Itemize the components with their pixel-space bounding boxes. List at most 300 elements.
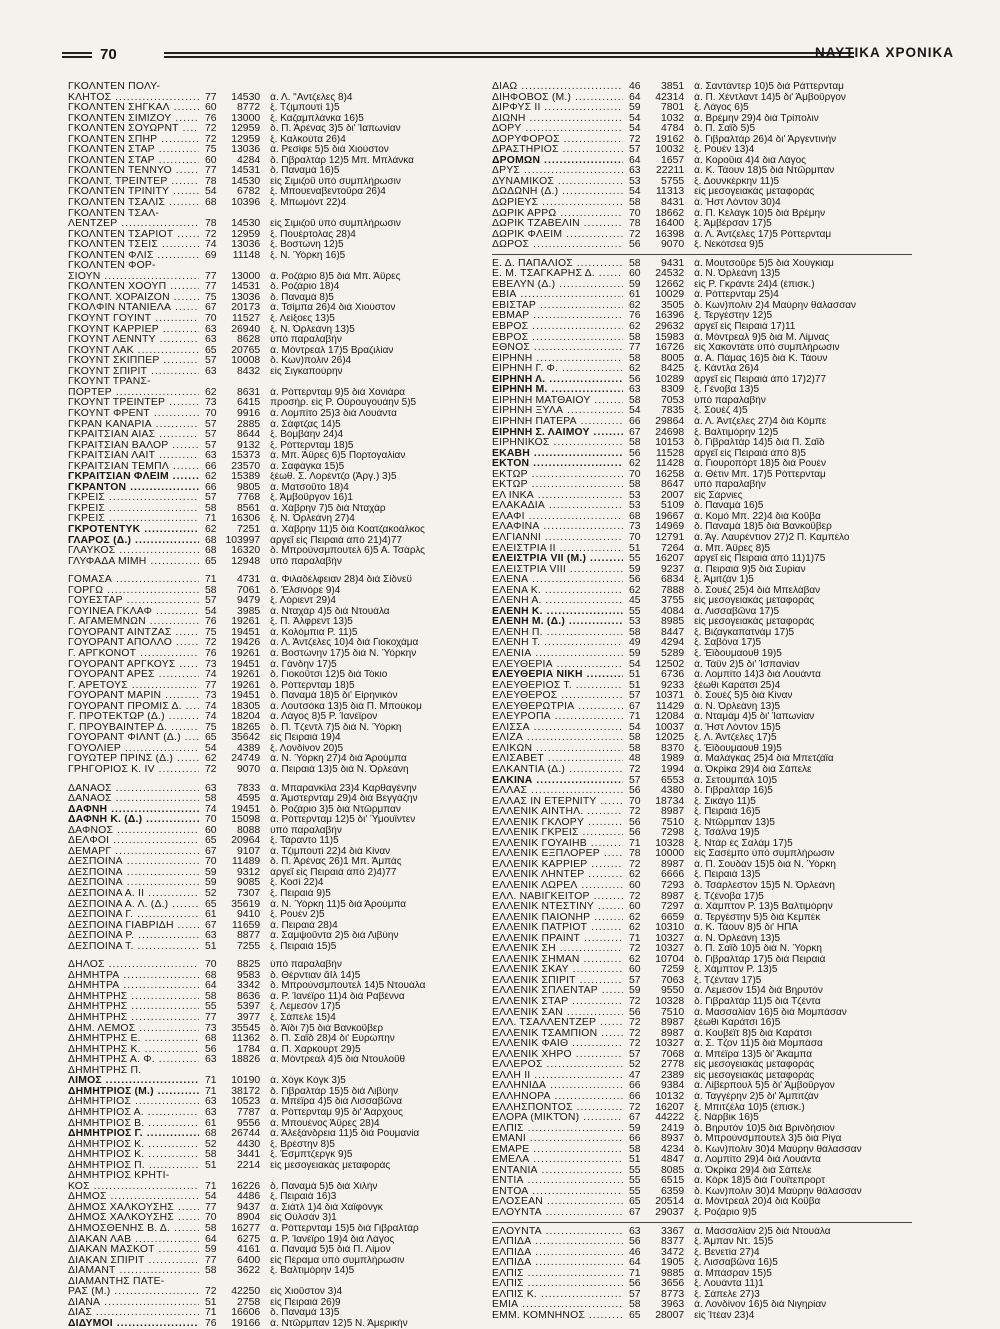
ship-entry xyxy=(68,638,498,649)
tonnage: 22211 xyxy=(656,165,685,177)
voyage-status: ά. Πειραιά 9)5 διά Συρίαν xyxy=(694,564,806,575)
build-year: 54 xyxy=(205,605,217,617)
ship-entry xyxy=(68,293,498,304)
ship-entry xyxy=(492,406,922,417)
ship-entry xyxy=(492,198,922,209)
voyage-status: ά. Ρόττερνταμ 9)5 διά Χονιάρα xyxy=(270,387,406,398)
ship-entry xyxy=(68,1108,498,1119)
voyage-status: ά. Μαλάγκας 25)4 διά Μπετζάϊα xyxy=(694,754,834,765)
build-year: 55 xyxy=(629,1185,641,1197)
voyage-status: ά. Σ. Τζον 11)5 διά Μομπάσα xyxy=(694,1039,823,1050)
ship-entry xyxy=(68,681,498,692)
ship-name: ΓΚΟΥΝΤ ΚΑΡΡΙΕΡ ..... xyxy=(68,325,199,336)
ship-entry xyxy=(68,1235,498,1246)
ship-entry xyxy=(492,522,922,533)
ship-name: ΕΛΠΙΔΑ ..... xyxy=(492,1237,623,1248)
build-year: 63 xyxy=(205,365,217,377)
build-year: 72 xyxy=(205,228,217,240)
tonnage: 4430 xyxy=(237,1138,261,1150)
ship-entry xyxy=(492,586,922,597)
build-year: 58 xyxy=(205,793,217,805)
ship-name: ΕΘΝΟΣ ..... xyxy=(492,343,623,354)
voyage-status: ξέωθ. Σ. Λορέντζο (Άργ.) 3)5 xyxy=(270,472,397,483)
build-year: 60 xyxy=(205,102,217,114)
ship-entry xyxy=(68,1256,498,1267)
voyage-status: ά. Ματσοῦτο 18)4 xyxy=(270,482,349,493)
tonnage: 23570 xyxy=(231,460,261,472)
ship-entry xyxy=(68,1150,498,1161)
ship-name: ΔΗΜΗΤΡΙΟΣ ..... xyxy=(68,1097,199,1108)
ship-name: ΔΗΜΗΤΡΙΟΣ ΚΡΗΤΙ- xyxy=(68,1171,170,1182)
build-year: 62 xyxy=(205,523,217,535)
ship-entry xyxy=(492,135,922,146)
tonnage: 13000 xyxy=(231,112,261,124)
tonnage: 12959 xyxy=(231,228,261,240)
ship-name: ΕΛΛΕΝΙΚ ΛΩΡΕΛ ..... xyxy=(492,881,623,892)
build-year: 77 xyxy=(205,165,217,177)
ship-entry xyxy=(68,1140,498,1151)
ship-name: ΕΛΙΖΑ ..... xyxy=(492,733,623,744)
ship-name: ΕΛΙΣΣΑ ..... xyxy=(492,723,623,734)
voyage-status: δ. Π. Άρένας 26)1 Μπ. Άμπάς xyxy=(270,857,402,868)
build-year: 49 xyxy=(629,637,641,649)
ship-entry xyxy=(68,388,498,399)
ship-entry xyxy=(492,807,922,818)
tonnage: 12948 xyxy=(231,555,261,567)
tonnage: 10371 xyxy=(655,690,685,702)
build-year: 64 xyxy=(205,1233,217,1245)
voyage-status: είς Σασέμπο ὑπό συμπλήρωσιν xyxy=(694,849,835,860)
voyage-status: είς Σιγκαπούρην xyxy=(270,366,343,377)
tonnage: 9479 xyxy=(237,595,261,607)
voyage-status: ά. Άμστερνταμ 29)4 διά Βεγγάζην xyxy=(270,794,418,805)
ship-name: ΕΛ ΙΝΚΑ ..... xyxy=(492,491,623,502)
voyage-status: είς Σάρνιες xyxy=(694,490,743,501)
voyage-status: δ. Γιοκοῦτσι 12)5 διά Τόκιο xyxy=(270,670,388,681)
ship-name: ΓΟΥΟΡΑΝΤ ΦΙΛΝΤ (Δ.) ..... xyxy=(68,733,199,744)
tonnage: 7888 xyxy=(661,584,685,596)
voyage-status: ξ. Πειραιά 16)5 xyxy=(694,807,761,818)
ship-entry xyxy=(492,219,922,230)
build-year: 58 xyxy=(629,732,641,744)
voyage-status: ξ. Νεκότσεα 9)5 xyxy=(694,240,764,251)
build-year: 71 xyxy=(205,1307,217,1319)
ship-name: ΔΗΜΗΤΡΗΣ Κ. ..... xyxy=(68,1045,199,1056)
voyage-status: ά. Λ. Άντζελες 27)4 διά Κόμπε xyxy=(694,416,827,427)
ship-name: ΕΛΛΗ ΙΙ ..... xyxy=(492,1071,623,1082)
ship-name: ΔΩΔΩΝΗ (Δ.) ..... xyxy=(492,187,623,198)
ship-name: ΕΛΟΥΝΤΑ ..... xyxy=(492,1227,623,1238)
header-rule xyxy=(62,52,92,54)
build-year: 66 xyxy=(629,415,641,427)
build-year: 70 xyxy=(205,959,217,971)
voyage-status: ά. Ρόττερνταμ 9)5 δι' Άαρχους xyxy=(270,1107,403,1118)
build-year: 57 xyxy=(205,492,217,504)
build-year: 63 xyxy=(205,1054,217,1066)
ship-entry xyxy=(492,617,922,628)
ship-entry xyxy=(492,849,922,860)
tonnage: 2758 xyxy=(237,1296,261,1308)
ship-entry xyxy=(492,177,922,188)
ship-entry xyxy=(68,303,498,314)
ship-entry xyxy=(68,1129,498,1140)
ship-name: ΓΚΟΛΝΤΕΝ ΤΣΕΪΣ ..... xyxy=(68,240,199,251)
ship-name: ΕΛΛΕΝΙΚ ΣΗΜΑΝ ..... xyxy=(492,955,623,966)
voyage-status: ἀργεῖ είς Πειραιά ἀπό 21)4)77 xyxy=(270,535,403,546)
ship-entry xyxy=(492,944,922,955)
ship-entry xyxy=(492,544,922,555)
ship-name: ΔΕΣΠΟΙΝΑ Α. Λ. (Δ.) ..... xyxy=(68,900,199,911)
build-year: 65 xyxy=(205,835,217,847)
ship-entry xyxy=(68,272,498,283)
tonnage: 16207 xyxy=(655,1101,685,1113)
ship-entry xyxy=(68,670,498,681)
ship-name: ΔΗΜΗΤΡΑ ..... xyxy=(68,981,199,992)
voyage-status: ά. Ρ. Ίανέϊρο 19)4 διά Λάγος xyxy=(270,1234,395,1245)
build-year: 72 xyxy=(629,858,641,870)
build-year: 48 xyxy=(629,753,641,765)
ship-name: ΓΚΡΑΪΤΣΙΑΝ ΒΑΛΟΡ ..... xyxy=(68,441,199,452)
ship-name: ΕΛΚΑΝΤΙΑ (Δ.) ..... xyxy=(492,765,623,776)
voyage-status: δ. Παναμά 18)5 διά Βανκοῦβερ xyxy=(694,522,832,533)
ship-name: ΓΚΟΛΝΤΕΝ ΤΡΙΝΙΤΥ ..... xyxy=(68,187,199,198)
voyage-status: ά. Σάφτζας 14)5 xyxy=(270,419,341,430)
voyage-status: ά. Ήστ Λόντον 15)5 xyxy=(694,722,781,733)
voyage-status: ξ. Λάγος 6)5 xyxy=(694,103,749,114)
ship-name: ΣΙΟΥΝ ..... xyxy=(68,272,199,283)
ship-name: ΕΛΛΕΝΙΚ ΓΚΛΟΡΥ ..... xyxy=(492,818,623,829)
build-year: 56 xyxy=(629,1278,641,1290)
build-year: 54 xyxy=(629,123,641,135)
voyage-status: ξ. Ρουέν 2)5 xyxy=(270,910,325,921)
tonnage: 16398 xyxy=(655,228,685,240)
build-year: 72 xyxy=(205,764,217,775)
ship-entry xyxy=(492,114,922,125)
ship-entry xyxy=(68,660,498,671)
voyage-status: ά. Μόντρεαλ 4)5 διά Ντουλοῦθ xyxy=(270,1055,406,1066)
build-year: 62 xyxy=(629,953,641,965)
ship-name: ΓΟΥΟΡΑΝΤ ΠΡΟΜΙΣ Δ. ..... xyxy=(68,702,199,713)
tonnage xyxy=(217,82,261,93)
voyage-status: ά. Ν. Όρλεάνη 13)5 xyxy=(694,269,781,280)
tonnage: 16400 xyxy=(655,218,685,230)
build-year: 74 xyxy=(205,803,217,815)
voyage-status: ά. Λεμεσόν 15)4 διά Βηρυτόν xyxy=(694,986,823,997)
tonnage: 11313 xyxy=(656,186,685,198)
build-year: 68 xyxy=(205,1128,217,1140)
ship-entry xyxy=(492,628,922,639)
ship-entry xyxy=(492,491,922,502)
ship-name: ΕΛΙΚΩΝ ..... xyxy=(492,744,623,755)
ship-entry xyxy=(68,971,498,982)
build-year: 54 xyxy=(205,1191,217,1203)
build-year: 65 xyxy=(629,1309,641,1321)
voyage-status: ά. Θέτιν Μπ. 17)5 Ρόττερνταμ xyxy=(694,469,826,480)
ship-entry xyxy=(68,325,498,336)
ship-entry xyxy=(68,536,498,547)
build-year: 72 xyxy=(205,637,217,649)
build-year: 62 xyxy=(205,471,217,483)
build-year: 62 xyxy=(629,321,641,333)
voyage-status: ξ. Πουέρτολας 28)4 xyxy=(270,229,356,240)
ship-entry xyxy=(68,628,498,639)
ship-name: ΔΑΦΝΗ ..... xyxy=(68,805,199,816)
ship-name: Γ. ΠΡΟΥΒΑΪΝΤΕΡ Δ. ..... xyxy=(68,723,199,734)
tonnage: 7251 xyxy=(237,523,261,535)
ship-name: ΕΛΠΙΣ ..... xyxy=(492,1279,623,1290)
voyage-status: είς μεσογειακάς μεταφοράς xyxy=(694,187,815,198)
voyage-status: ά. Μπάσραν 15)5 xyxy=(694,1268,772,1279)
tonnage: 19261 xyxy=(231,669,261,681)
ship-name: ΕΒΙΣΤΑΡ ..... xyxy=(492,301,623,312)
ship-name: ΕΚΤΟΝ ..... xyxy=(492,459,623,470)
ship-name: ΕΛΛΗΝΟΡΑ ..... xyxy=(492,1092,623,1103)
build-year: 58 xyxy=(205,990,217,1002)
ship-entry xyxy=(68,857,498,868)
voyage-status: ἀργεῖ είς Πειραιά ἀπό 8)5 xyxy=(694,448,806,459)
tonnage: 7298 xyxy=(661,827,685,839)
build-year: 72 xyxy=(629,1101,641,1113)
voyage-status: ά. Μόντρεαλ 20)4 διά Κοῦβα xyxy=(694,1197,821,1208)
build-year: 56 xyxy=(629,574,641,586)
ship-name: ΓΚΟΛΦΙΝ ΝΤΑΝΙΕΛΑ ..... xyxy=(68,303,199,314)
tonnage: 103997 xyxy=(225,534,261,546)
ship-entry xyxy=(68,733,498,744)
voyage-status: δ. Άϊδι 7)5 διά Βανκοῦβερ xyxy=(270,1023,384,1034)
build-year: 70 xyxy=(629,795,641,807)
voyage-status: ά. Μασσαλίαν 16)5 διά Μομπάσαν xyxy=(694,1007,847,1018)
tonnage: 16226 xyxy=(231,1180,261,1192)
ship-name: ΔΡΟΜΩΝ ..... xyxy=(492,156,623,167)
voyage-status: ά. Λουτσόκα 13)5 διά Π. Μπούκομ xyxy=(270,701,422,712)
tonnage: 9410 xyxy=(237,909,261,921)
ship-entry xyxy=(68,1266,498,1277)
voyage-status: ά. Π. Χαρκουρτ 29)5 xyxy=(270,1044,361,1055)
build-year: 53 xyxy=(629,175,641,187)
build-year: 76 xyxy=(205,1317,217,1329)
ship-name: ΔΗΛΟΣ ..... xyxy=(68,960,199,971)
build-year: 63 xyxy=(629,384,641,396)
voyage-status: ξ. Μπουεναβεντοῦρα 26)4 xyxy=(270,187,386,198)
build-year: 71 xyxy=(205,574,217,586)
build-year: 71 xyxy=(205,1085,217,1097)
voyage-status: ξ. Βρέστην 8)5 xyxy=(270,1139,335,1150)
tonnage: 2214 xyxy=(237,1159,261,1171)
voyage-status: δ. Τσάρλεστον 15)5 Ν. Όρλεάνη xyxy=(694,881,835,892)
ship-entry xyxy=(492,681,922,692)
ship-entry xyxy=(68,1013,498,1024)
ship-entry xyxy=(492,124,922,135)
ship-name: ΓΚΟΥΝΤ ΛΑΚ ..... xyxy=(68,346,199,357)
tonnage: 3505 xyxy=(661,299,685,311)
ship-name: ΔΕΣΠΟΙΝΑ Α. ΙΙ ..... xyxy=(68,889,199,900)
tonnage: 19166 xyxy=(231,1317,261,1329)
tonnage: 8987 xyxy=(661,890,685,902)
build-year: 78 xyxy=(629,848,641,860)
ship-entry xyxy=(68,649,498,660)
tonnage: 6553 xyxy=(661,774,685,786)
voyage-status xyxy=(260,261,498,272)
build-year: 58 xyxy=(629,352,641,364)
ship-entry xyxy=(68,878,498,889)
ship-entry xyxy=(492,1145,922,1156)
tonnage: 6275 xyxy=(237,1233,261,1245)
voyage-status: ξ. Κοσί 22)4 xyxy=(270,878,324,889)
voyage-status: ά. Μπ. Άϋρες 6)5 Πορτογαλίαν xyxy=(270,451,406,462)
right-column xyxy=(492,82,922,1321)
ship-name: ΓΟΜΑΣΑ ..... xyxy=(68,575,199,586)
tonnage: 8937 xyxy=(661,1133,685,1145)
ship-name: ΓΛΑΡΟΣ (Δ.) ..... xyxy=(68,536,199,547)
voyage-status: ά. Π. Χέντλαντ 14)5 δι' Άμβοῦργον xyxy=(694,92,846,103)
ship-name: ΔΙΔΥΜΟΙ ..... xyxy=(68,1319,199,1329)
ship-name: ΓΚΟΛΝΤ. ΧΟΡΑΪΖΟΝ ..... xyxy=(68,293,199,304)
ship-entry xyxy=(68,889,498,900)
ship-entry xyxy=(68,931,498,942)
ship-entry xyxy=(68,451,498,462)
ship-name: ΕΛΙΣΑΒΕΤ ..... xyxy=(492,754,623,765)
tonnage: 44222 xyxy=(655,1112,685,1124)
tonnage: 12502 xyxy=(655,658,685,670)
voyage-status: ά. Λονδίνον 16)5 διά Νιγηρίαν xyxy=(694,1300,827,1311)
voyage-status: ά. Τσίμπα 26)4 διά Χιούστον xyxy=(270,303,396,314)
build-year: 56 xyxy=(629,373,641,385)
ship-entry xyxy=(492,322,922,333)
tonnage: 7293 xyxy=(661,880,685,892)
voyage-status: ά. Σαμψοῦντα 2)5 διά Λιβύην xyxy=(270,931,399,942)
build-year: 63 xyxy=(205,323,217,335)
ship-name: ΛΕΝΤΖΕΡ ..... xyxy=(68,219,199,230)
build-year: 60 xyxy=(629,268,641,280)
build-year: 65 xyxy=(205,555,217,567)
voyage-status: ά. Όκρίκα 29)4 διά Σάπελε xyxy=(694,765,812,775)
ship-entry xyxy=(68,514,498,525)
ship-name: ΔΡΑΣΤΗΡΙΟΣ ..... xyxy=(492,145,623,156)
voyage-status: ὑπό παραλαβήν xyxy=(270,556,342,567)
tonnage: 10029 xyxy=(655,289,685,301)
ship-name: ΔΑΝΑΟΣ ..... xyxy=(68,784,199,795)
tonnage: 8432 xyxy=(237,365,261,377)
tonnage: 8088 xyxy=(237,824,261,836)
tonnage: 4847 xyxy=(661,1154,685,1166)
tonnage: 10328 xyxy=(655,837,685,849)
tonnage: 6515 xyxy=(661,1175,685,1187)
build-year: 58 xyxy=(629,331,641,343)
tonnage: 4486 xyxy=(237,1191,261,1203)
ship-entry xyxy=(68,430,498,441)
ship-entry xyxy=(492,691,922,702)
build-year: 63 xyxy=(629,165,641,177)
ship-name: Γ. ΑΓΑΜΕΜΝΩΝ ..... xyxy=(68,617,199,628)
tonnage: 5397 xyxy=(237,1001,261,1013)
voyage-status: ά. Χάβρην 11)5 διά Κοατζακοάλκος xyxy=(270,524,425,535)
page-header xyxy=(62,44,954,70)
voyage-status: ἀργεῖ είς Πειραιά ἀπό 11)1)75 xyxy=(694,554,826,565)
build-year: 73 xyxy=(205,1022,217,1034)
ship-entry xyxy=(492,428,922,439)
ship-name: ΓΚΡΑΝ ΚΑΝΑΡΙΑ ..... xyxy=(68,420,199,431)
voyage-status: ά. Ροζάριο 8)5 διά Μπ. Άϋρες xyxy=(270,271,401,282)
tonnage: 6782 xyxy=(237,186,261,198)
ship-entry xyxy=(68,805,498,816)
build-year: 56 xyxy=(629,827,641,839)
ship-name: ΕΛΑΚΑΔΙΑ ..... xyxy=(492,501,623,512)
voyage-status: είς Χακοντάτε ὑπό συμπλήρωσιν xyxy=(694,343,840,354)
tonnage: 6736 xyxy=(661,669,685,681)
voyage-status: ὑπό παραλαβήν xyxy=(694,480,766,491)
build-year: 71 xyxy=(629,932,641,944)
voyage-status: ξ. Σάπελε 27)3 xyxy=(694,1289,760,1300)
ship-name: ΓΟΥΟΡΑΝΤ ΑΡΓΚΟΥΣ ..... xyxy=(68,660,199,671)
ship-name: ΕΛΕΝΗ Τ. ..... xyxy=(492,638,623,649)
voyage-status: ά. Πειραιά 28)4 xyxy=(270,920,338,931)
build-year: 67 xyxy=(629,1112,641,1124)
voyage-status: ά. Μπ. Άϋρες 8)5 xyxy=(694,543,771,554)
voyage-status: ά. Ήστ Λόντον 30)4 xyxy=(694,198,781,209)
ship-name: ΓΚΡΕΪΣ ..... xyxy=(68,504,199,515)
voyage-status: ά. Γάνδην 17)5 xyxy=(270,659,337,670)
voyage-status: ά. Λ. Άντζελες 17)5 Ρόττερνταμ xyxy=(694,229,832,240)
build-year: 51 xyxy=(205,940,217,952)
build-year: 67 xyxy=(629,1206,641,1218)
ship-name: ΔΑΦΝΗ Κ. (Δ.) ..... xyxy=(68,815,199,826)
ship-entry xyxy=(68,1055,498,1066)
build-year: 68 xyxy=(205,969,217,981)
voyage-status: ξ. Μπιτζέλα 10)5 (ἐπισκ.) xyxy=(694,1102,805,1113)
ship-name: ΔΗΜΗΤΡΑ ..... xyxy=(68,971,199,982)
tonnage: 4284 xyxy=(237,154,261,166)
ship-entry xyxy=(68,1213,498,1224)
tonnage: 10037 xyxy=(655,721,685,733)
ship-entry xyxy=(68,1002,498,1013)
ship-name: ΕΛΛΕΝΙΚ ΑΪΝΤΗΛ. ..... xyxy=(492,807,623,818)
voyage-status: ξ. Βαλτιμόρην 12)5 xyxy=(694,427,779,438)
ship-entry xyxy=(68,1161,498,1172)
tonnage: 19261 xyxy=(231,616,261,628)
build-year: 67 xyxy=(205,919,217,931)
build-year: 77 xyxy=(205,679,217,691)
build-year: 59 xyxy=(629,985,641,997)
ship-entry xyxy=(68,356,498,367)
voyage-status: δ. Θέρντιαν ᾶΪλ 14)5 xyxy=(270,970,361,981)
ship-entry xyxy=(492,1227,922,1238)
voyage-status: ξ. Ν. Όρλεάνη 13)5 xyxy=(270,324,355,335)
tonnage: 7063 xyxy=(661,974,685,986)
ship-entry xyxy=(492,828,922,839)
ship-name: ΕΛΠΙΣ ..... xyxy=(492,1269,623,1280)
build-year: 63 xyxy=(205,1106,217,1118)
tonnage: 3755 xyxy=(661,595,685,607)
ship-name: ΕΙΡΗΝΗ Γ. Φ. ..... xyxy=(492,364,623,375)
tonnage: 10289 xyxy=(655,373,685,385)
voyage-status: ά. Βρέμην 29)4 διά Τρίπολιν xyxy=(694,113,819,124)
build-year: 62 xyxy=(205,386,217,398)
tonnage: 4234 xyxy=(661,1143,685,1155)
voyage-status: ξ. Σικάγο 11)5 xyxy=(694,796,756,807)
tonnage: 12662 xyxy=(655,278,685,290)
tonnage: 42250 xyxy=(231,1286,261,1298)
ship-name: ΕΛΠΙΣ Κ. ..... xyxy=(492,1290,623,1301)
publication-title: ΝΑΥΤΙΚΑ ΧΡΟΝΙΚΑ xyxy=(814,45,954,60)
voyage-status: ά. Τάϋν 2)5 δι' Ίσπανίαν xyxy=(694,659,800,670)
ship-entry xyxy=(492,934,922,945)
voyage-status: δ. Μπρούνσμπουτελ 6)5 Α. Τσάρλς xyxy=(270,546,425,557)
ship-entry xyxy=(492,343,922,354)
voyage-status: είς Ρ. Γκράντε 24)4 (ἐπισκ.) xyxy=(694,279,815,290)
tonnage: 11429 xyxy=(656,700,685,712)
build-year: 47 xyxy=(629,1069,641,1081)
ship-name: ΓΚΟΥΝΤ ΤΡΑΝΣ- xyxy=(68,377,151,388)
